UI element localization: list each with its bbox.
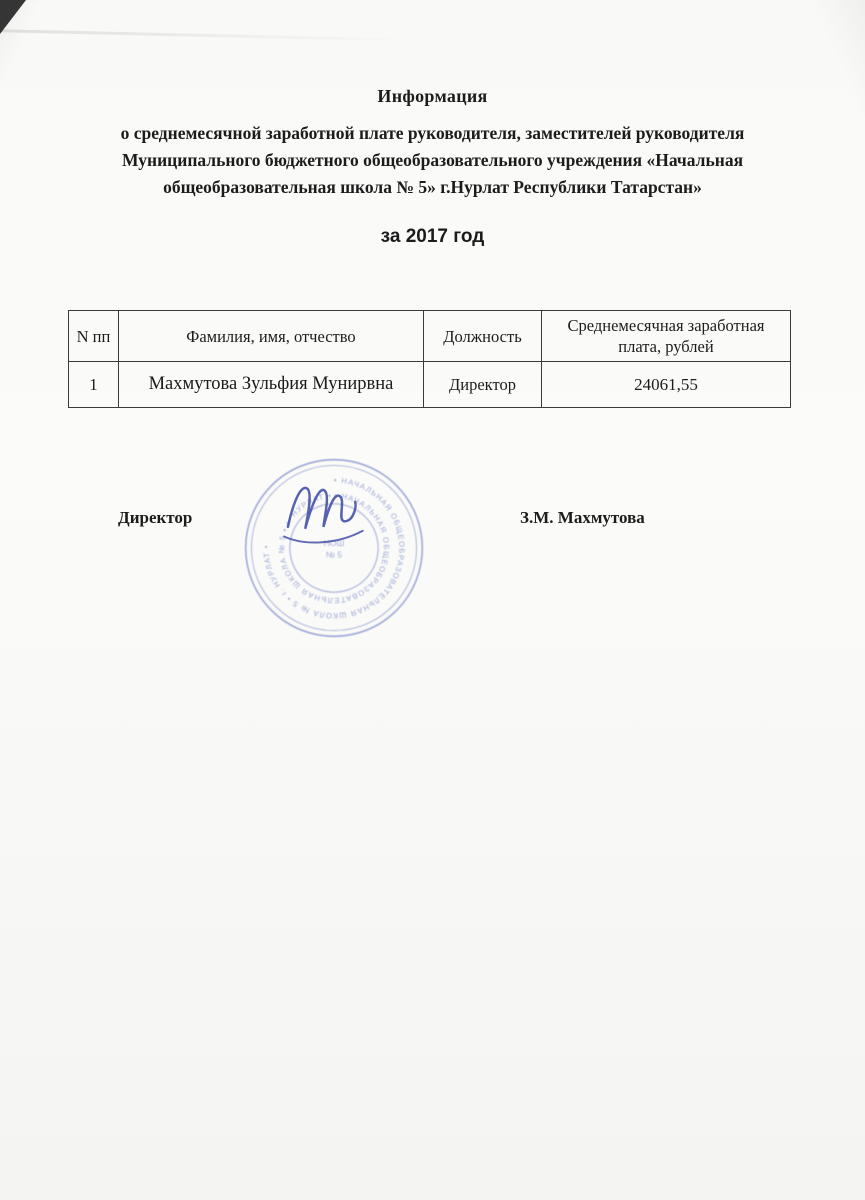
stamp-center-line1: НОШ: [323, 538, 345, 549]
stamp-ring-text: • НАЧАЛЬНАЯ ОБЩЕОБРАЗОВАТЕЛЬНАЯ ШКОЛА № 5 • г. НУРЛАТ •: [261, 475, 407, 621]
signature-label: Директор: [118, 508, 193, 527]
table-row: [69, 362, 791, 408]
table-header-row: [69, 311, 791, 362]
col-header-num: N пп: [69, 311, 119, 362]
document-title: Информация: [377, 86, 488, 106]
document-period: за 2017 год: [380, 226, 485, 247]
salary-table: [68, 310, 791, 408]
stamp-ring-text-inner: • НАЧАЛЬНАЯ ОБЩЕОБРАЗОВАТЕЛЬНАЯ ШКОЛА № 5 • г. НУРЛАТ •: [277, 491, 391, 606]
official-stamp: [238, 452, 430, 644]
scan-crease-artifact: [0, 29, 420, 42]
col-header-position: Должность: [424, 311, 542, 362]
cell-position: Директор: [424, 362, 542, 408]
cell-salary: 24061,55: [542, 362, 791, 408]
stamp-center-line2: № 5: [325, 549, 343, 560]
col-header-name: Фамилия, имя, отчество: [119, 311, 424, 362]
document-subtitle: о среднемесячной заработной плате руководителя, заместителей руководителя Муниципального бюджетного общеобразовательного учреждения «Начальная общеобразовательная школа № 5» г.Нурлат Республики Татарстан»: [120, 123, 745, 197]
signature-name: З.М. Махмутова: [520, 508, 645, 527]
cell-name: Махмутова Зульфия Мунирвна: [119, 362, 424, 408]
cell-num: 1: [69, 362, 119, 408]
col-header-salary: Среднемесячная заработная плата, рублей: [542, 311, 791, 362]
